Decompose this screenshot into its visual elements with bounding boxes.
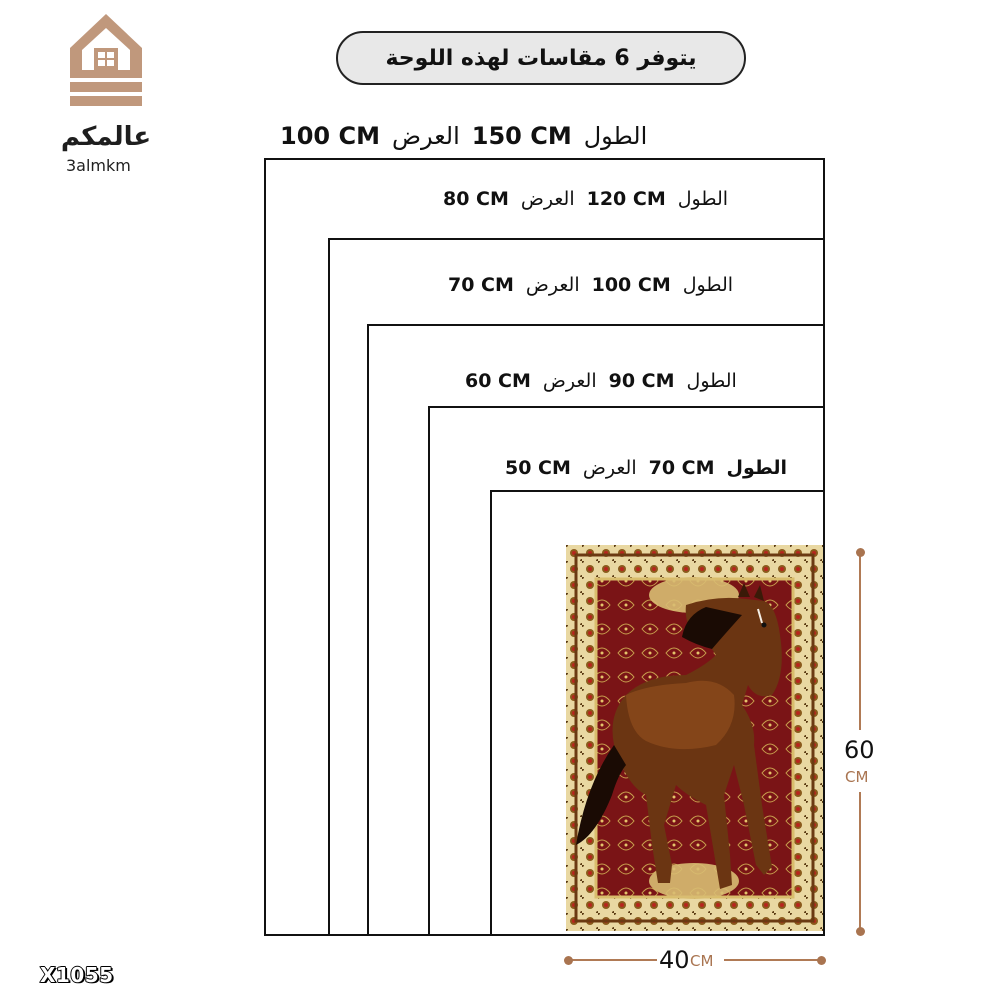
width-label: العرض	[542, 370, 597, 392]
horse-painting-image	[566, 545, 823, 931]
height-dimension-top-dot	[856, 548, 865, 557]
height-dimension-value: 60	[844, 736, 875, 764]
house-logo-icon	[68, 12, 144, 110]
brand-name-latin: 3almkm	[66, 156, 131, 175]
width-value: 70 CM	[448, 274, 514, 296]
brand-name-arabic: عالمكم	[60, 122, 152, 152]
width-dimension-value: 40	[659, 946, 690, 974]
size-label-70x50	[505, 457, 787, 479]
length-label: الطول	[677, 188, 729, 210]
width-label: العرض	[520, 188, 575, 210]
width-dimension-line-left	[569, 959, 657, 961]
width-value: 50 CM	[505, 457, 571, 479]
width-label: العرض	[582, 457, 637, 479]
width-dimension-right-dot	[817, 956, 826, 965]
height-dimension-unit: CM	[845, 768, 869, 786]
product-code: X1055	[40, 963, 114, 987]
size-label-100x70	[448, 274, 733, 296]
width-value: 100 CM	[280, 122, 380, 150]
length-label: الطول	[682, 274, 734, 296]
brand-logo	[56, 12, 156, 175]
width-label: العرض	[525, 274, 580, 296]
sizes-available-heading: يتوفر 6 مقاسات لهذه اللوحة	[336, 31, 746, 85]
size-label-150x100	[280, 122, 647, 150]
size-label-90x60	[465, 370, 737, 392]
width-label: العرض	[391, 122, 460, 150]
length-label: الطول	[583, 122, 648, 150]
horse-carpet-painting	[566, 545, 823, 931]
size-label-120x80	[443, 188, 728, 210]
length-value: 90 CM	[608, 370, 675, 392]
height-dimension-bottom-dot	[856, 927, 865, 936]
width-dimension-unit: CM	[690, 952, 714, 970]
length-label: الطول	[726, 457, 788, 479]
length-value: 100 CM	[591, 274, 671, 296]
length-label: الطول	[686, 370, 737, 392]
width-value: 80 CM	[443, 188, 509, 210]
length-value: 70 CM	[648, 457, 715, 479]
width-value: 60 CM	[465, 370, 531, 392]
width-dimension-line-right	[724, 959, 822, 961]
length-value: 120 CM	[586, 188, 666, 210]
width-dimension-left-dot	[564, 956, 573, 965]
length-value: 150 CM	[471, 122, 572, 150]
